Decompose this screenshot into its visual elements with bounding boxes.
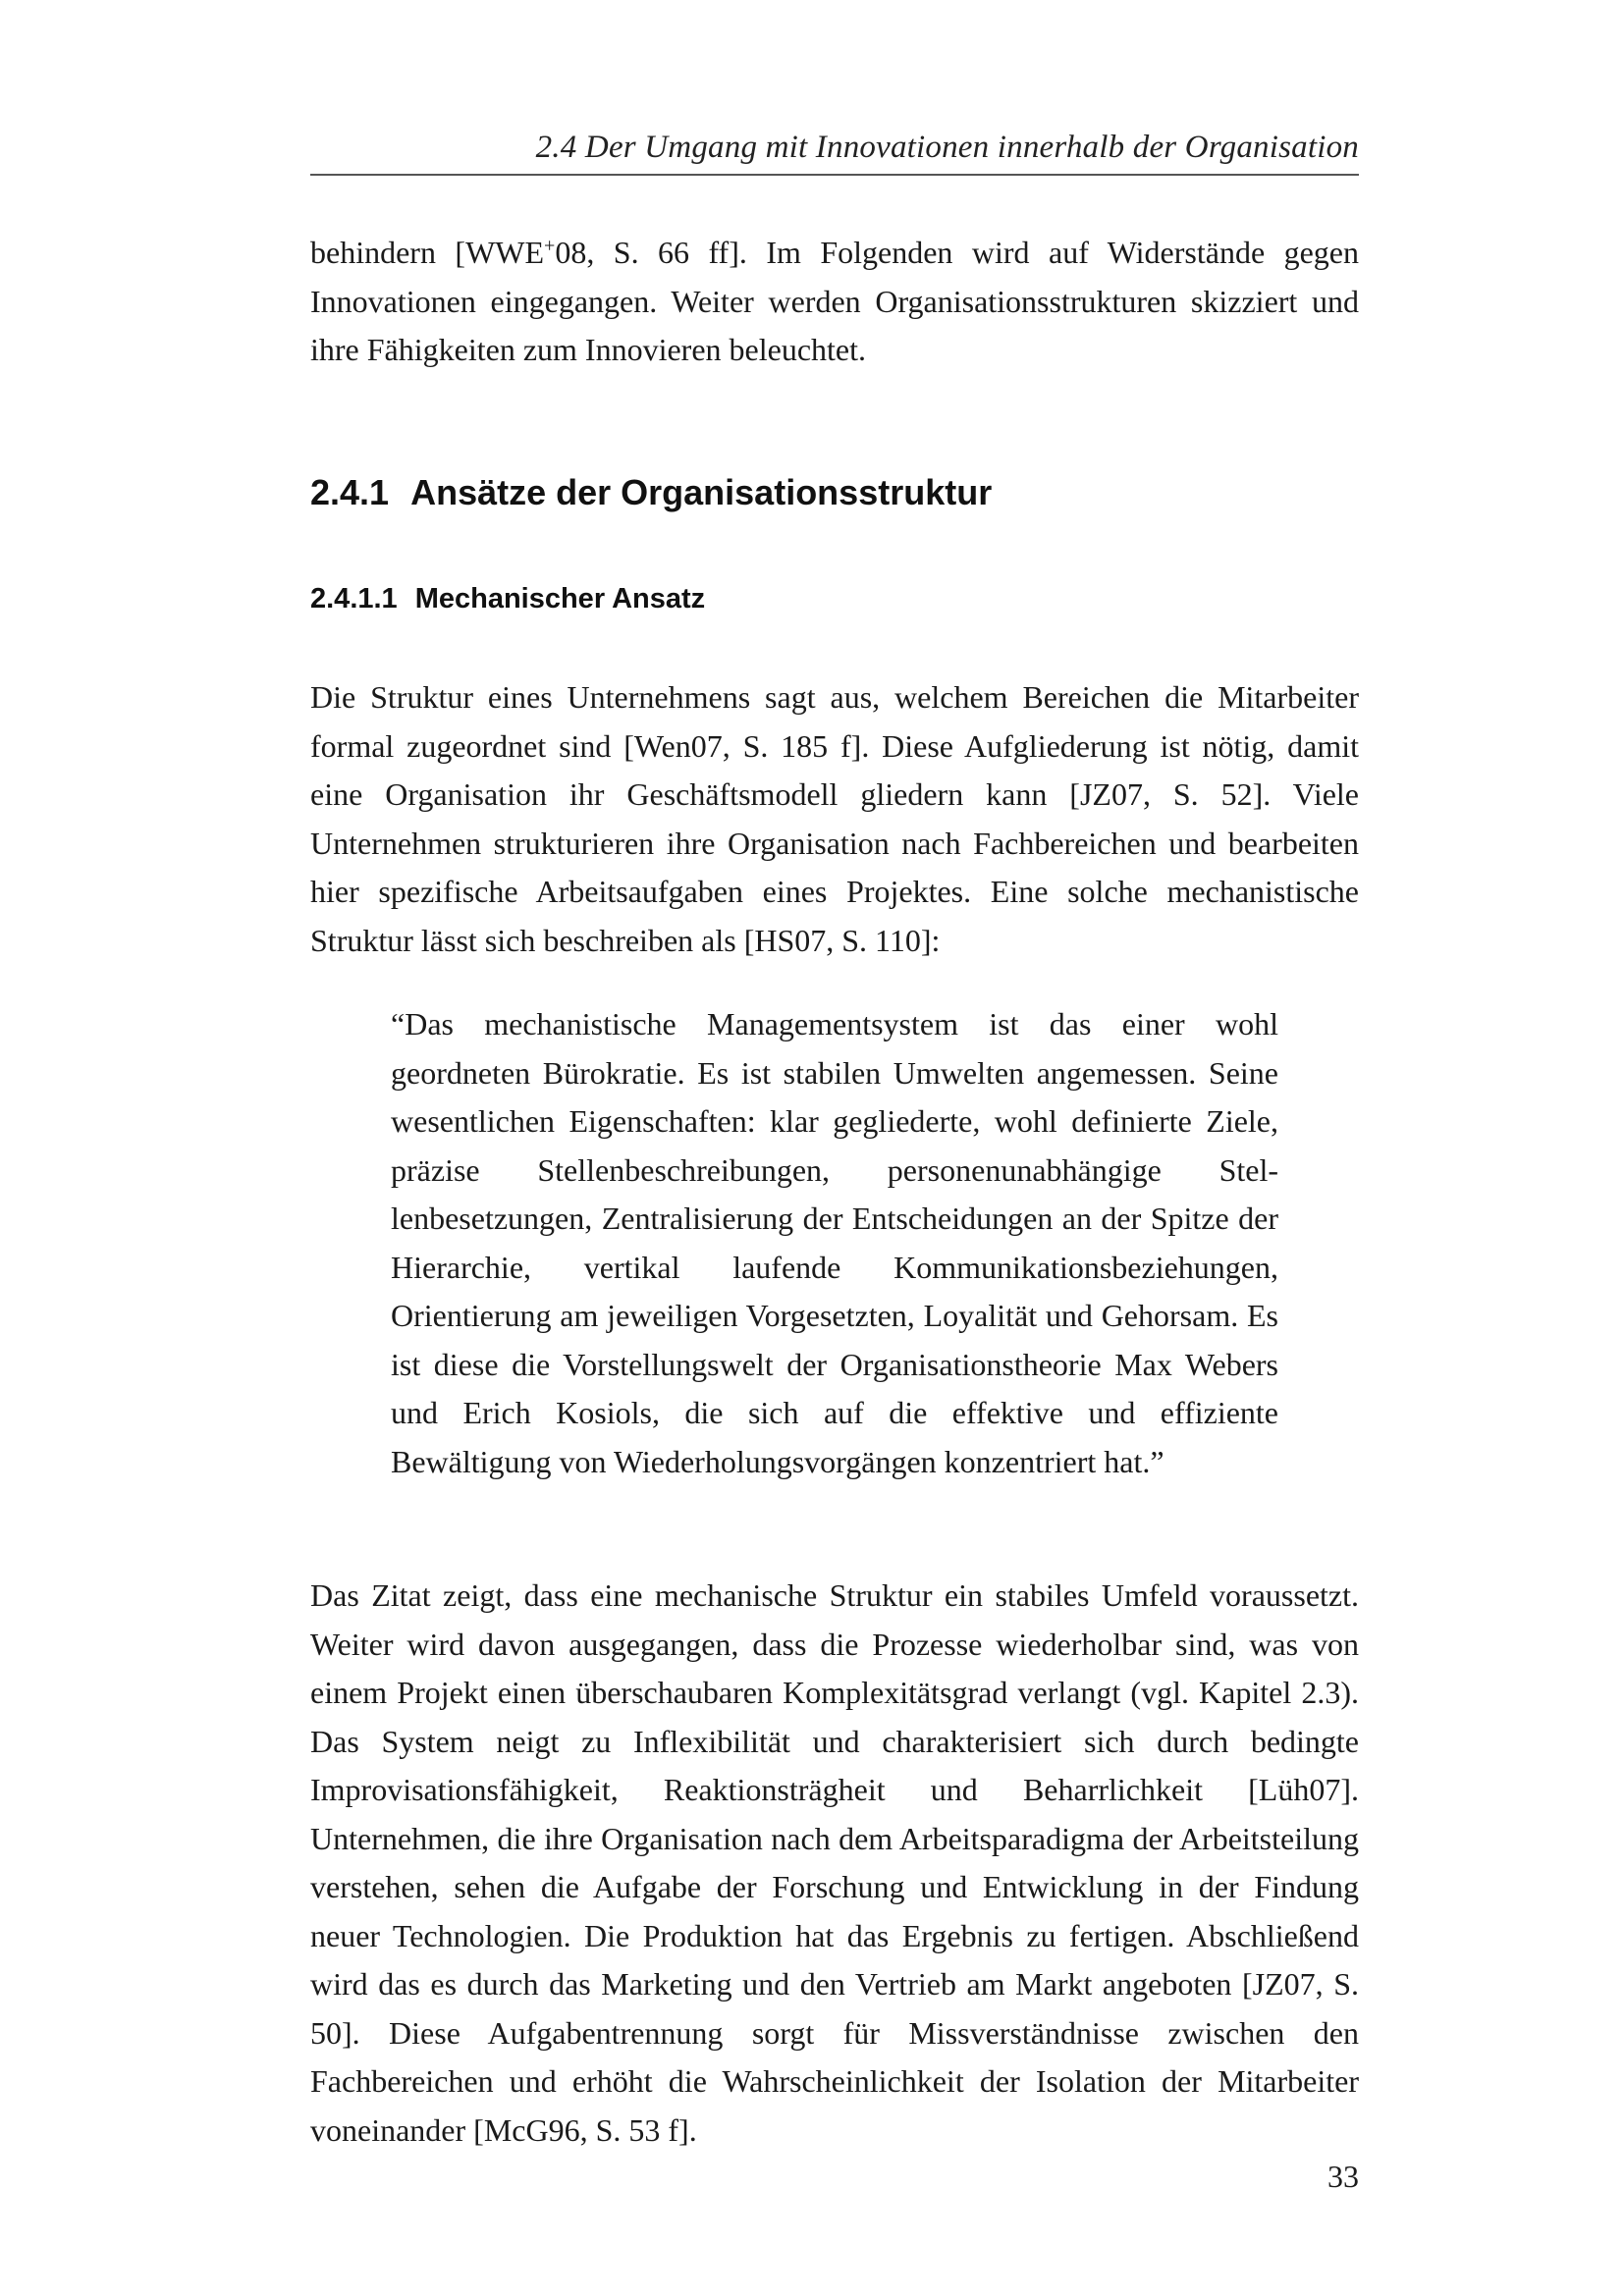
subsection-heading bbox=[310, 579, 705, 618]
intro-text-start: behindern [WWE bbox=[310, 235, 545, 270]
section-heading bbox=[310, 469, 992, 516]
section-title: Ansätze der Organisationsstruktur bbox=[410, 472, 993, 512]
citation-superscript: + bbox=[544, 235, 556, 257]
body-paragraph-2: Das Zitat zeigt, dass eine mechanische Struktur ein stabiles Umfeld voraussetzt. Weiter wird davon ausgegangen, dass die Prozesse wiederholbar sind, was von einem Projekt einen überschaubaren Komplexitätsgrad verlangt (vgl. Kapitel 2.3). Das System neigt zu Inflexibilität und charakterisiert sich durch bedingte Improvisationsfähigkeit, Reaktionsträgheit und Beharrlichkeit [Lüh07]. Unternehmen, die ihre Organisation nach dem Arbeitsparadigma der Arbeitsteilung verstehen, sehen die Aufgabe der Forschung und Entwicklung in der Findung neuer Technologien. Die Produktion hat das Ergebnis zu fertigen. Abschließend wird das es durch das Marketing und den Vertrieb am Markt angeboten [JZ07, S. 50]. Diese Aufgabentrennung sorgt für Missverständnisse zwischen den Fachbereichen und erhöht die Wahrscheinlichkeit der Isolation der Mitarbeiter voneinander [McG96, S. 53 f]. bbox=[310, 1577, 1359, 2148]
body-paragraph-1: Die Struktur eines Unternehmens sagt aus, welchem Bereichen die Mitarbeiter formal zugeordnet sind [Wen07, S. 185 f]. Diese Aufgliederung ist nötig, damit eine Organisation ihr Geschäftsmodell gliedern kann [JZ07, S. 52]. Viele Unternehmen strukturieren ihre Organisation nach Fachbereichen und bearbeiten hier spezifische Arbeitsaufgaben eines Projektes. Eine solche mechanistische Struktur lässt sich beschreiben als [HS07, S. 110]: bbox=[310, 679, 1359, 958]
intro-text-rest: 08, S. 66 ff]. Im Folgenden wird auf Widerstände gegen Innovationen eingegangen. Weiter werden Organisationsstrukturen skizziert und ihre Fähigkeiten zum Innovieren beleuchtet. bbox=[310, 235, 1360, 367]
subsection-title: Mechanischer Ansatz bbox=[414, 583, 706, 614]
header-rule bbox=[310, 174, 1359, 176]
subsection-number: 2.4.1.1 bbox=[310, 583, 398, 614]
block-quote: “Das mechanistische Managementsystem ist das einer wohl geordneten Bürokratie. Es ist stabilen Umwelten angemessen. Seine wesentlichen Eigenschaften: klar gegliederte, wohl definierte Ziele, präzise Stellenbeschreibungen, personenunabhängige Stellenbesetzungen, Zentralisierung der Entscheidungen an der Spitze der Hierarchie, vertikal laufende Kommunikationsbeziehungen, Orientierung am jeweiligen Vorgesetzten, Loyalität und Gehorsam. Es ist diese die Vorstellungswelt der Organisationstheorie Max Webers und Erich Kosiols, die sich auf die effektive und effiziente Bewältigung von Wiederholungsvorgängen konzentriert hat.” bbox=[391, 1006, 1278, 1479]
running-header: 2.4 Der Umgang mit Innovationen innerhalb der Organisation bbox=[535, 130, 1359, 165]
page-number: 33 bbox=[1327, 2159, 1359, 2194]
intro-paragraph bbox=[310, 229, 1359, 375]
section-number: 2.4.1 bbox=[310, 472, 390, 512]
